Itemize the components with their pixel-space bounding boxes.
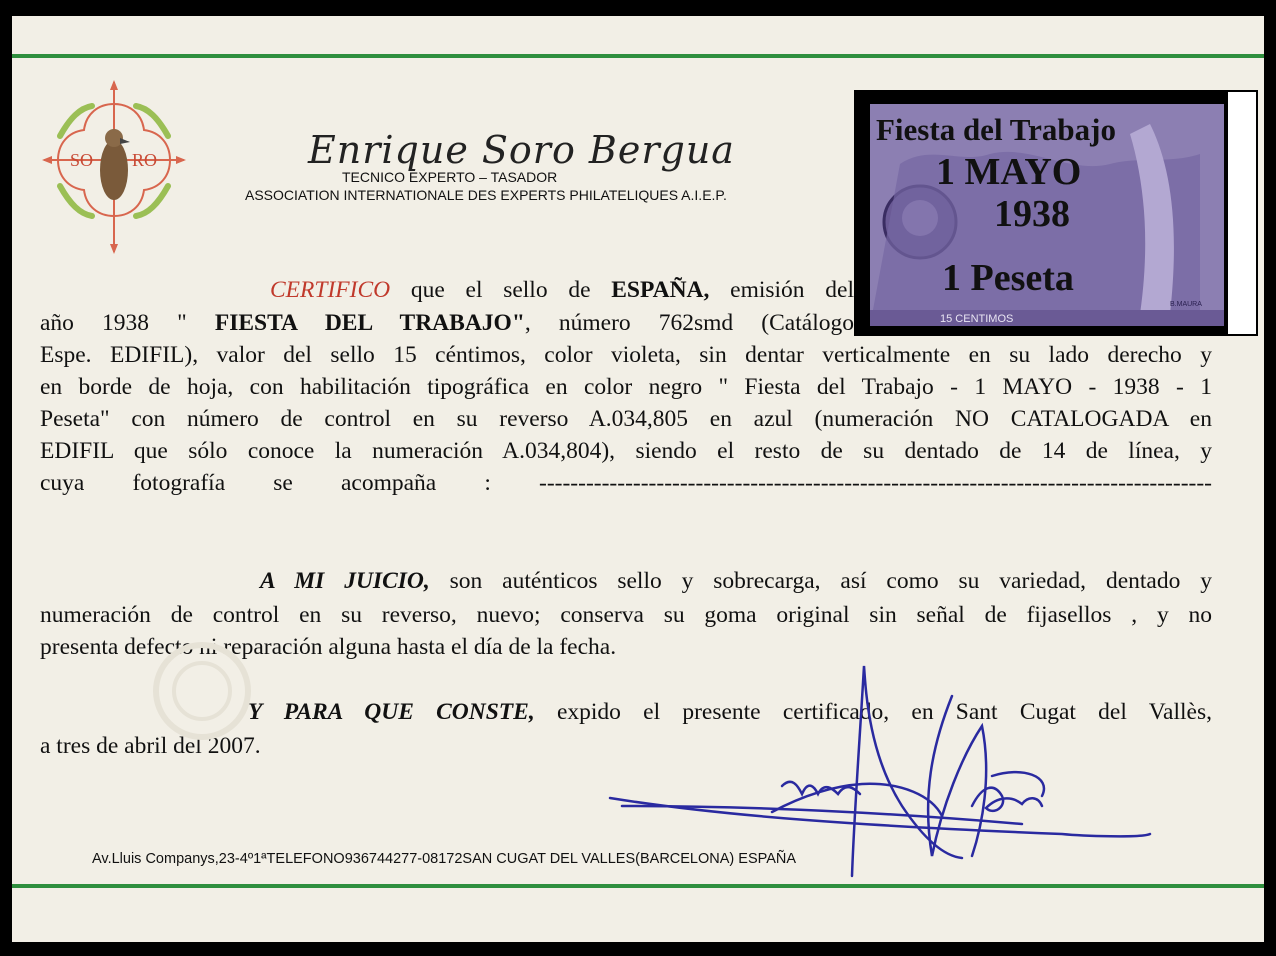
- text-run: expido el presente certificado, en Sant Cugat del Vallès,: [534, 699, 1212, 725]
- juicio-line2: numeración de control en su reverso, nuevo; conserva su goma original sin señal de fijasellos , y no: [40, 602, 1212, 628]
- expert-name: Enrique Soro Bergua: [308, 128, 735, 172]
- certifico-word: CERTIFICO: [270, 277, 391, 303]
- text-run: son auténticos sello y sobrecarga, así como su variedad, dentado y: [429, 568, 1212, 594]
- association-name: ASSOCIATION INTERNATIONALE DES EXPERTS PHILATELIQUES A.I.E.P.: [245, 187, 727, 203]
- stamp-overprint-line1: Fiesta del Trabajo: [876, 112, 1116, 147]
- text-run: emisión del: [709, 277, 854, 303]
- stamp-overprint-line2: 1 MAYO: [936, 151, 1082, 193]
- expert-title: TECNICO EXPERTO – TASADOR: [342, 169, 558, 185]
- footer-address: Av.Lluis Companys,23-4º1ªTELEFONO936744277-08172SAN CUGAT DEL VALLES(BARCELONA) ESPAÑA: [92, 851, 797, 867]
- embossed-seal: [142, 636, 262, 746]
- stamp-value-text: 15 CENTIMOS: [940, 313, 1014, 325]
- handwritten-signature: [602, 656, 1162, 896]
- text-run: año 1938 ": [40, 310, 187, 336]
- conste-line2: a tres de abril del 2007.: [40, 733, 261, 759]
- soro-logo: [40, 78, 188, 256]
- top-green-line: [12, 54, 1264, 58]
- juicio-heading: A MI JUICIO,: [260, 568, 430, 594]
- logo-right-text: RO: [132, 150, 158, 170]
- certifico-line3: Espe. EDIFIL), valor del sello 15 céntimos, color violeta, sin dentar verticalmente en su lado derecho y: [40, 342, 1212, 368]
- text-run: que el sello de: [390, 277, 612, 303]
- stamp-overprint-line4: 1 Peseta: [942, 257, 1074, 299]
- conste-heading: Y PARA QUE CONSTE,: [248, 699, 535, 725]
- certifico-line4: en borde de hoja, con habilitación tipográfica en color negro " Fiesta del Trabajo - 1 MAYO - 1938 - 1: [40, 374, 1212, 400]
- certifico-line5: Peseta" con número de control en su reverso A.034,805 en azul (numeración NO CATALOGADA en: [40, 406, 1212, 432]
- text-run-bold: ESPAÑA,: [611, 277, 710, 303]
- stamp-artist-text: B.MAURA: [1170, 301, 1202, 308]
- juicio-line1: [260, 566, 1212, 597]
- certifico-line2: [40, 308, 854, 339]
- stamp-overprint-line3: 1938: [994, 193, 1070, 235]
- certifico-line7: cuya fotografía se acompaña : --------------------------------------------------------------------------------------: [40, 470, 1212, 496]
- stamp-image: [854, 90, 1258, 336]
- logo-left-text: SO: [70, 150, 94, 170]
- text-run-bold: FIESTA DEL TRABAJO": [186, 310, 525, 336]
- certifico-line6: EDIFIL que sólo conoce la numeración A.034,804), siendo el resto de su dentado de 14 de línea, y: [40, 438, 1212, 464]
- certificate: [12, 16, 1264, 942]
- text-run: , número 762smd (Catálogo: [524, 310, 854, 336]
- certifico-line1: [270, 275, 854, 306]
- juicio-line3: presenta defecto ni reparación alguna hasta el día de la fecha.: [40, 634, 617, 660]
